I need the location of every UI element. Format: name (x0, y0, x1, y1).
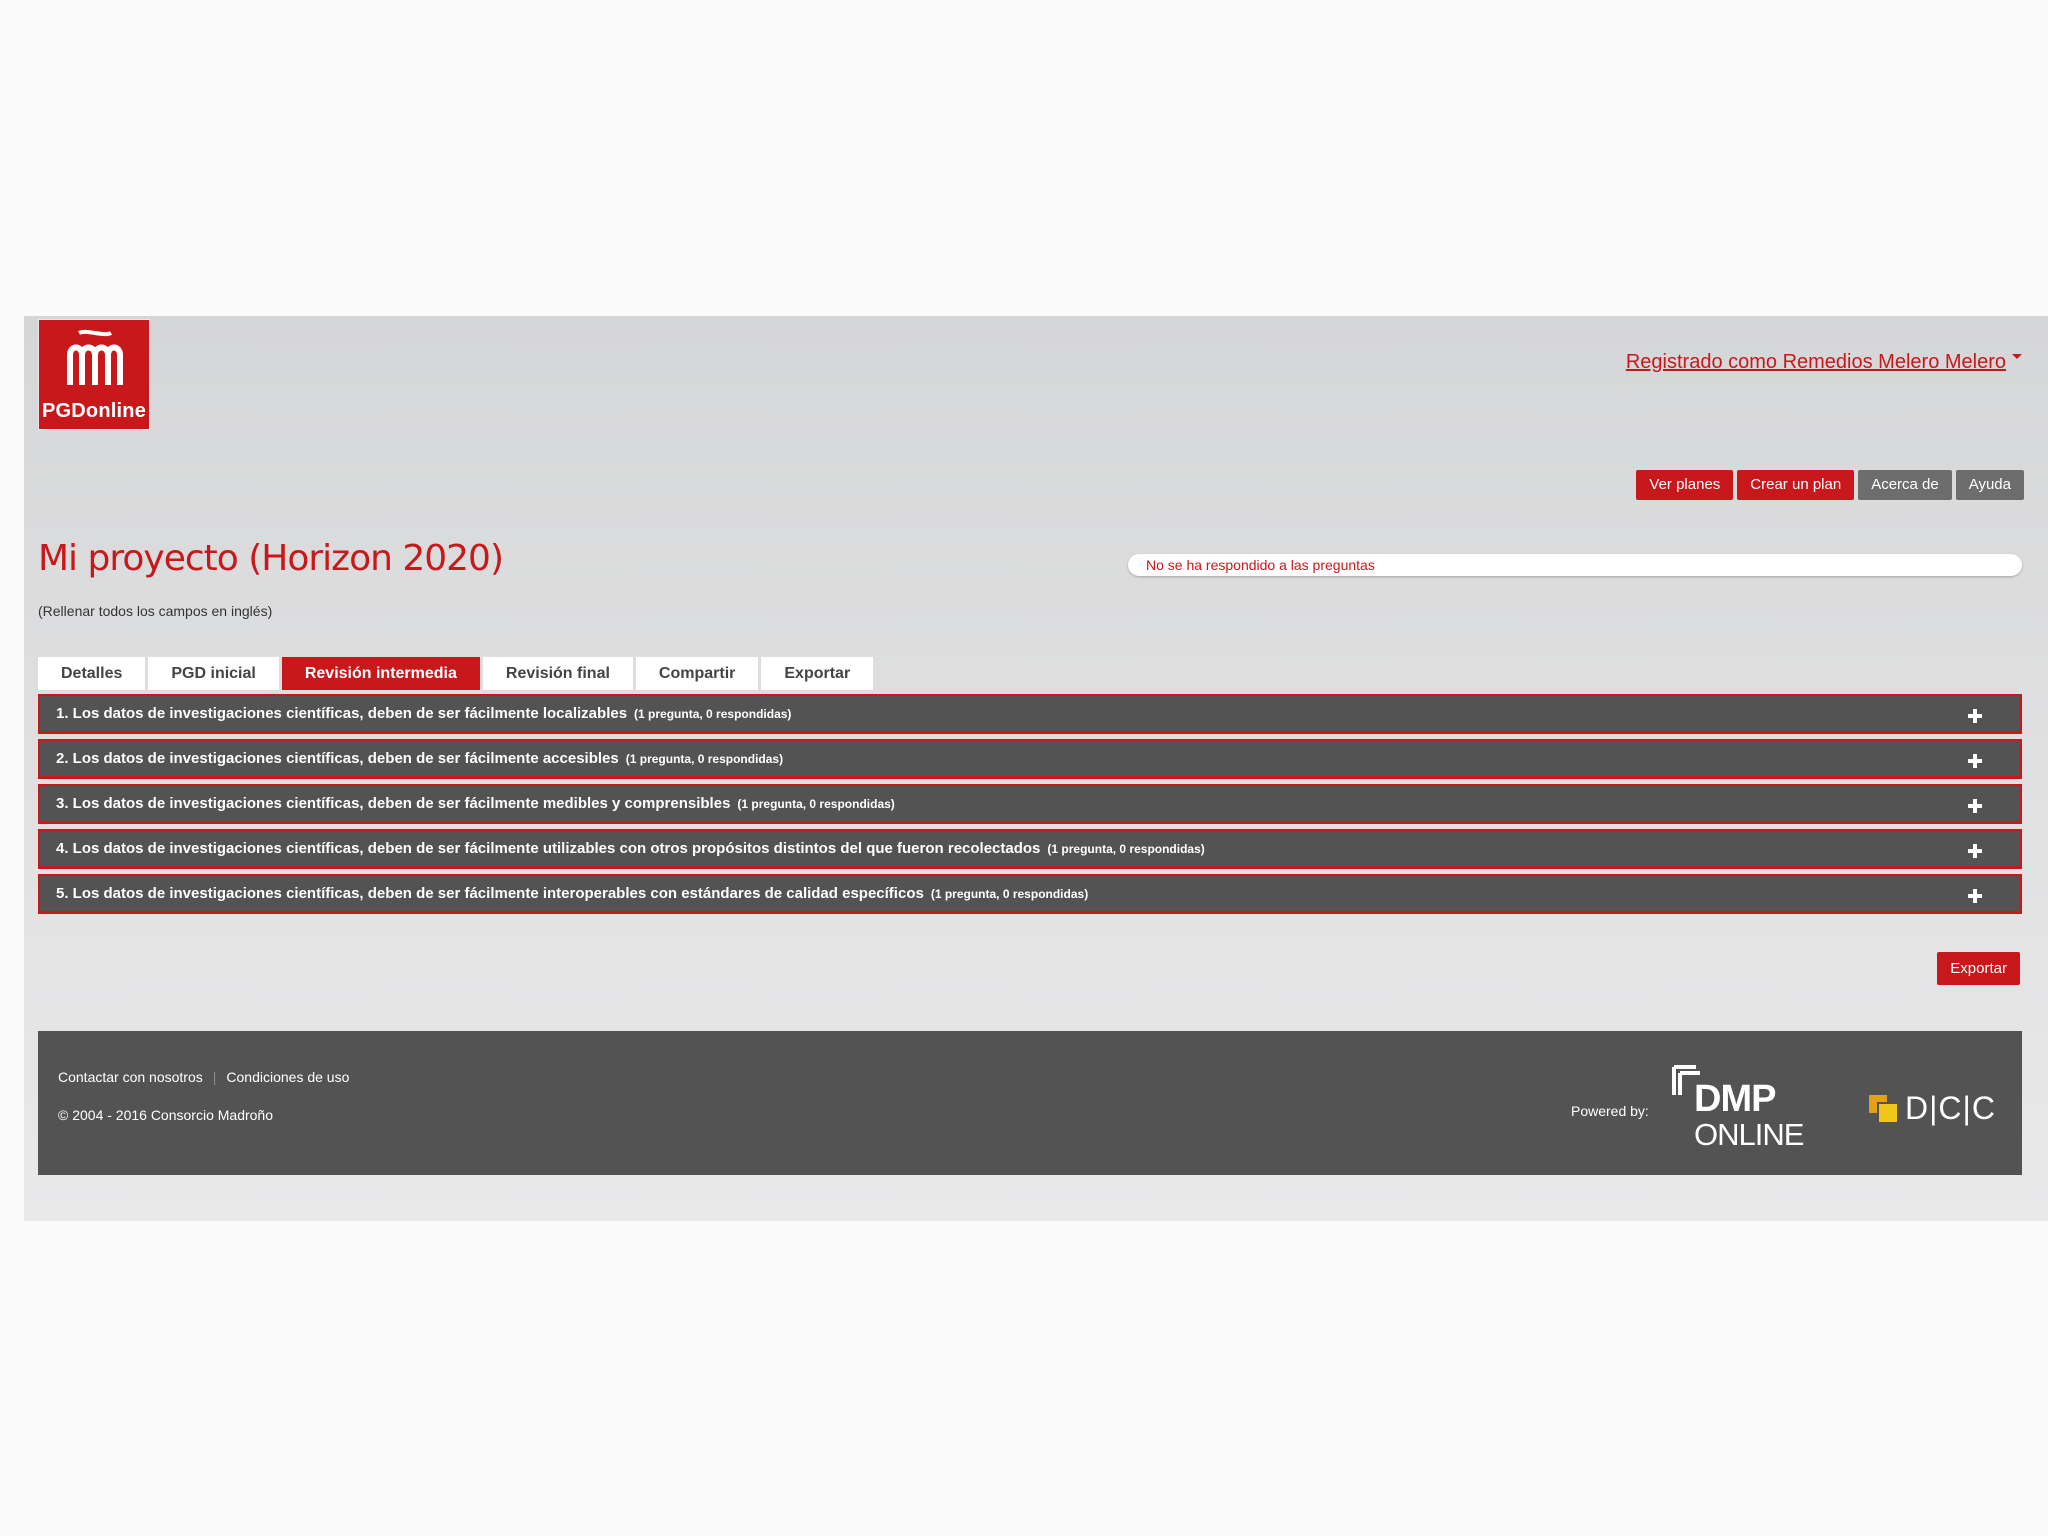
logo-text: PGDonline (41, 400, 147, 422)
tab-share[interactable]: Compartir (636, 657, 758, 690)
dcc-logo[interactable] (1869, 1090, 2009, 1135)
expand-plus-icon[interactable] (1968, 889, 1982, 903)
caret-down-icon (2012, 354, 2022, 359)
section-title-text (56, 705, 791, 722)
tab-details[interactable]: Detalles (38, 657, 145, 690)
section-header[interactable] (38, 739, 2022, 779)
dcc-logo-text: D|C|C (1905, 1090, 1996, 1126)
answer-status-bar: No se ha respondido a las preguntas (1128, 554, 2022, 576)
section-title-text (56, 795, 895, 812)
section-header[interactable] (38, 874, 2022, 914)
madrono-logo-icon (66, 329, 124, 387)
footer-separator: | (212, 1069, 217, 1085)
dmp-logo-word: DMP (1694, 1078, 1776, 1120)
section-title-text (56, 840, 1205, 857)
expand-plus-icon[interactable] (1968, 709, 1982, 723)
create-plan-button[interactable]: Crear un plan (1737, 470, 1854, 500)
section-title: 4. Los datos de investigaciones científicas, deben de ser fácilmente utilizables con otros propósitos distintos del que fueron recolectados (56, 840, 1041, 857)
plan-tabs (38, 657, 873, 690)
section-progress: (1 pregunta, 0 respondidas) (1047, 842, 1205, 856)
section-progress: (1 pregunta, 0 respondidas) (737, 797, 895, 811)
tab-midterm-review[interactable]: Revisión intermedia (282, 657, 480, 690)
terms-link[interactable]: Condiciones de uso (226, 1069, 350, 1085)
tab-initial-dmp[interactable]: PGD inicial (148, 657, 278, 690)
dmponline-logo[interactable] (1672, 1065, 1832, 1151)
footer (38, 1031, 2022, 1175)
top-navigation (1636, 470, 2024, 500)
section-progress: (1 pregunta, 0 respondidas) (634, 707, 792, 721)
expand-plus-icon[interactable] (1968, 844, 1982, 858)
section-title-text (56, 885, 1088, 902)
contact-link[interactable]: Contactar con nosotros (58, 1069, 203, 1085)
app-window (24, 316, 2048, 1221)
question-sections (38, 694, 2022, 919)
section-progress: (1 pregunta, 0 respondidas) (625, 752, 784, 766)
about-button[interactable]: Acerca de (1858, 470, 1952, 500)
section-title: 3. Los datos de investigaciones científicas, deben de ser fácilmente medibles y comprensibles (56, 795, 731, 812)
section-title: 5. Los datos de investigaciones científicas, deben de ser fácilmente interoperables con estándares de calidad específicos (56, 885, 924, 902)
view-plans-button[interactable]: Ver planes (1636, 470, 1733, 500)
tab-final-review[interactable]: Revisión final (483, 657, 633, 690)
tab-export[interactable]: Exportar (761, 657, 873, 690)
page-title: Mi proyecto (Horizon 2020) (38, 538, 504, 579)
user-menu-link[interactable] (1626, 351, 2022, 374)
section-header[interactable] (38, 784, 2022, 824)
online-logo-word: ONLINE (1694, 1117, 1804, 1152)
copyright-text: © 2004 - 2016 Consorcio Madroño (58, 1107, 273, 1123)
section-header[interactable] (38, 694, 2022, 734)
dcc-square-icon (1877, 1102, 1899, 1124)
section-title: 1. Los datos de investigaciones científicas, deben de ser fácilmente localizables (56, 705, 628, 722)
powered-by-label: Powered by: (1571, 1103, 1649, 1119)
export-button[interactable]: Exportar (1937, 952, 2020, 985)
footer-links (58, 1069, 349, 1085)
help-button[interactable]: Ayuda (1956, 470, 2024, 500)
section-progress: (1 pregunta, 0 respondidas) (930, 887, 1089, 901)
expand-plus-icon[interactable] (1968, 799, 1982, 813)
page-subtitle: (Rellenar todos los campos en inglés) (38, 603, 273, 619)
expand-plus-icon[interactable] (1968, 754, 1982, 768)
pgdonline-logo[interactable] (38, 319, 150, 430)
section-header[interactable] (38, 829, 2022, 869)
section-title: 2. Los datos de investigaciones científicas, deben de ser fácilmente accesibles (56, 750, 619, 767)
section-title-text (56, 750, 783, 767)
user-menu-label: Registrado como Remedios Melero Melero (1625, 351, 2006, 373)
